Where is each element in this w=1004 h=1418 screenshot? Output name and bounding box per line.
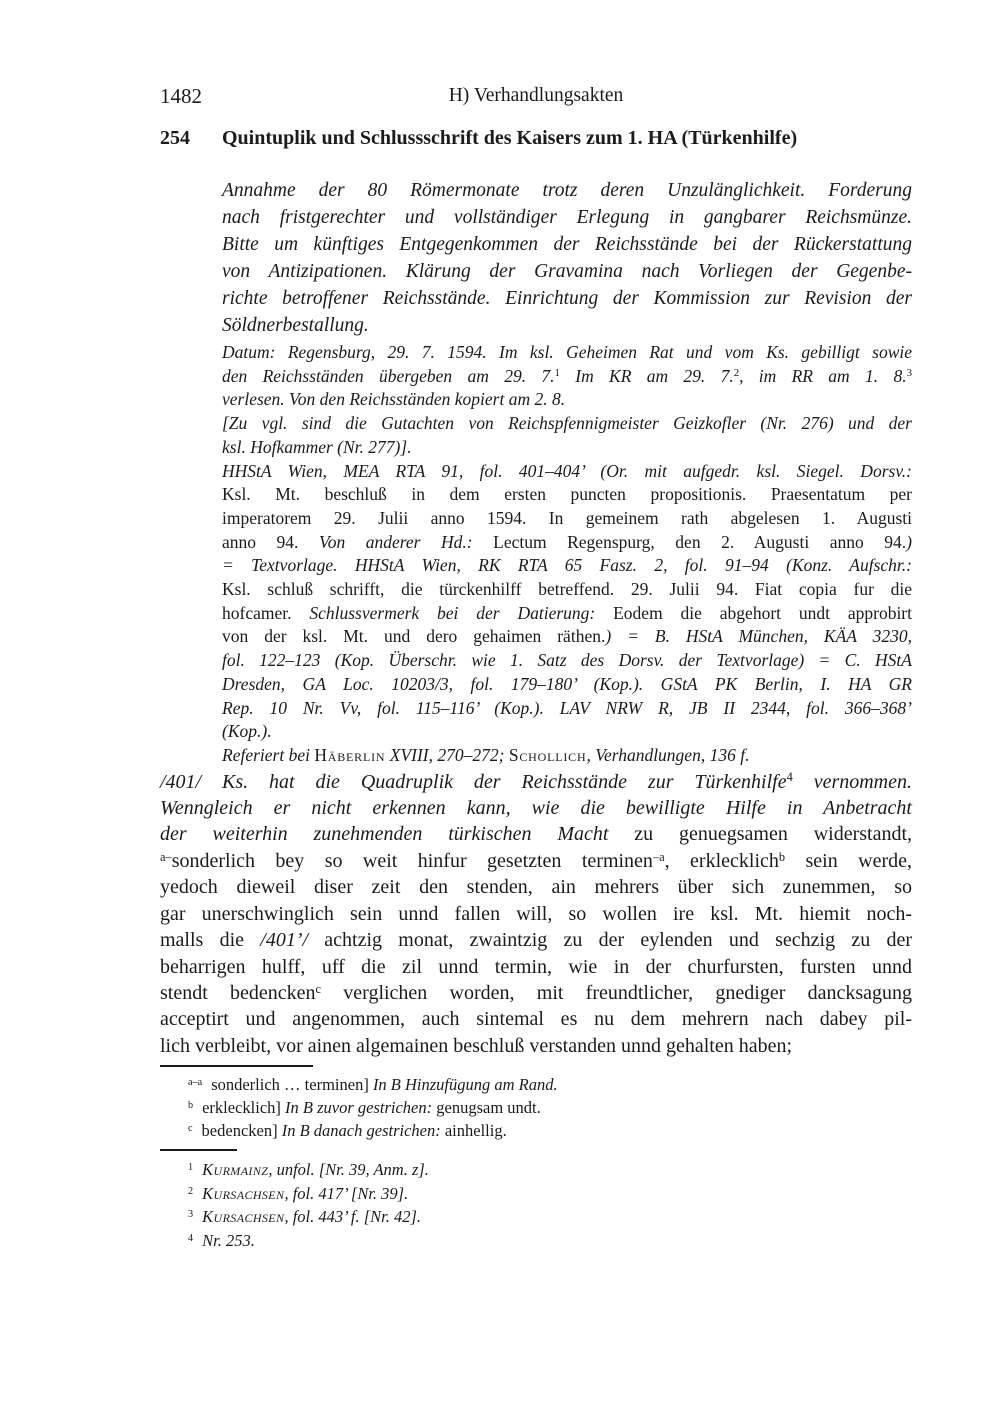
text-line [222, 720, 912, 744]
text-segment: bedencken] [201, 1121, 282, 1141]
text-line [160, 1205, 912, 1229]
text-segment: c [188, 1123, 193, 1135]
text-line [222, 436, 912, 460]
text-segment: acceptirt und angenommen, auch sintemal es nu dem mehrern nach dabey pil- [160, 1008, 912, 1031]
text-line [160, 901, 912, 927]
text-segment: der weiterhin zunehmenden türkischen Macht [160, 823, 635, 846]
text-segment: Wenngleich er nicht erkennen kann, wie die bewilligte Hilfe in Anbetracht [160, 797, 912, 820]
text-line [222, 673, 912, 697]
text-line [160, 954, 912, 980]
text-segment: yedoch dieweil diser zeit den stenden, ain mehrers über sich zunemmen, so [160, 876, 912, 899]
text-segment: Schollich [508, 744, 587, 765]
text-segment: genugsam undt. [436, 1098, 541, 1118]
text-line [160, 1119, 912, 1142]
text-segment: , Verhandlungen, 136 f. [586, 744, 750, 765]
text-line [160, 769, 912, 795]
text-segment: HHStA Wien, MEA RTA 91, fol. 401–404’ (Or. mit aufgedr. ksl. Siegel. Dorsv.: [222, 460, 912, 481]
text-segment: Lectum Regenspurg, den 2. Augusti anno 94. [493, 531, 907, 552]
text-segment: sein werde, [785, 849, 912, 872]
text-line [222, 258, 912, 285]
text-segment: In B Hinzufügung am Rand. [372, 1075, 558, 1095]
text-segment: Häberlin [314, 744, 386, 765]
text-line [222, 412, 912, 436]
text-segment: 2 [733, 367, 740, 380]
text-segment: 1 [554, 367, 560, 380]
document-number: 254 [160, 127, 190, 149]
text-segment: Im KR am 29. 7. [559, 365, 734, 386]
text-segment: Schlussvermerk bei der Datierung: [309, 602, 614, 623]
text-segment: Annahme der 80 Römermonate trotz deren Unzulänglichkeit. Forderung [222, 180, 912, 201]
text-line [160, 927, 912, 953]
text-line [222, 177, 912, 204]
text-segment: 2 [188, 1185, 194, 1197]
text-segment: 4 [786, 770, 793, 785]
text-line [222, 744, 912, 768]
main-text-block [160, 769, 912, 1059]
text-line [160, 821, 912, 847]
text-segment: 3 [906, 367, 912, 380]
text-line [222, 649, 912, 673]
text-line [160, 1073, 912, 1096]
page-number: 1482 [160, 84, 202, 108]
footnote-separator-rule [160, 1149, 237, 1151]
text-segment: ksl. Hofkammer (Nr. 277)]. [222, 436, 412, 457]
text-segment: In B danach gestrichen: [281, 1121, 445, 1141]
text-segment: XVIII, 270–272; [385, 744, 509, 765]
text-segment: , fol. 417’ [Nr. 39]. [284, 1183, 409, 1203]
text-segment: vernommen. [792, 770, 912, 793]
text-line [222, 578, 912, 602]
text-segment: verlesen. Von den Reichsständen kopiert am 2. 8. [222, 389, 566, 410]
text-line [160, 1006, 912, 1032]
text-segment: a–a [188, 1077, 203, 1089]
text-line [160, 1229, 912, 1253]
text-segment: 4 [188, 1232, 194, 1244]
text-segment: gar unerschwinglich sein unnd fallen will, so wollen ire ksl. Mt. hiemit noch- [160, 902, 912, 925]
text-segment: a– [160, 849, 172, 864]
text-line [222, 312, 912, 339]
text-segment: sonderlich bey so weit hinfur gesetzten terminen [171, 849, 653, 872]
text-segment: [Zu vgl. sind die Gutachten von Reichspfennigmeister Geizkofler (Nr. 276) und der [222, 413, 912, 434]
text-segment: imperatorem 29. Julii anno 1594. In gemeinem rath abgelesen 1. Augusti [222, 507, 912, 528]
apparatus-block [160, 1073, 912, 1142]
text-line [160, 795, 912, 821]
text-line [160, 980, 912, 1006]
document-title: Quintuplik und Schlussschrift des Kaisers zum 1. HA (Türkenhilfe) [222, 127, 798, 149]
text-line [222, 388, 912, 412]
text-line [222, 365, 912, 389]
text-segment: Nr. 253. [202, 1230, 255, 1250]
text-segment: , fol. 443’ f. [Nr. 42]. [284, 1207, 422, 1227]
text-segment: lich verbleibt, vor ainen algemainen beschluß verstanden unnd gehalten haben; [160, 1034, 793, 1057]
text-segment: b [778, 849, 786, 864]
summary-block [222, 177, 912, 339]
apparatus-separator-rule [160, 1065, 313, 1067]
text-line [222, 460, 912, 484]
text-segment: = Textvorlage. HHStA Wien, RK RTA 65 Fasz. 2, fol. 91–94 (Konz. Aufschr.: [222, 555, 912, 576]
text-segment: c [315, 981, 322, 996]
text-line [160, 1158, 912, 1182]
text-segment: fol. 122–123 (Kop. Überschr. wie 1. Satz des Dorsv. der Textvorlage) = C. HStA [222, 650, 912, 671]
text-segment: zu genuegsamen widerstandt, [634, 823, 913, 846]
text-segment: beharrigen hulff, uff die zil unnd termin, wie in der churfursten, fursten unnd [160, 955, 912, 978]
text-line [222, 507, 912, 531]
text-segment: Rep. 10 Nr. Vv, fol. 115–116’ (Kop.). LAV NRW R, JB II 2344, fol. 366–368’ [222, 697, 912, 718]
text-segment: sonderlich … terminen] [211, 1075, 373, 1095]
text-segment: ) [906, 531, 912, 552]
text-segment: anno 94. [222, 531, 319, 552]
text-segment: Von anderer Hd.: [318, 531, 494, 552]
text-segment: Bitte um künftiges Entgegenkommen der Reichsstände bei der Rückerstattung [222, 234, 912, 255]
text-segment: hofcamer. [222, 602, 310, 623]
text-segment: nach fristgerechter und vollständiger Erlegung in gangbarer Reichsmünze. [222, 207, 912, 228]
text-segment: richte betroffener Reichsstände. Einrichtung der Kommission zur Revision der [222, 288, 912, 309]
text-segment: verglichen worden, mit freundtlicher, gnediger dancksagung [321, 981, 913, 1004]
text-segment: /401’/ [260, 929, 309, 952]
text-segment: , im RR am 1. 8. [739, 365, 907, 386]
text-line [222, 554, 912, 578]
text-segment: Eodem die abgehort undt approbirt [613, 602, 912, 623]
text-segment: Ksl. schluß schrifft, die türckenhilff betreffend. 29. Julii 94. Fiat copia fur die [222, 579, 912, 600]
text-line [222, 204, 912, 231]
text-line [222, 341, 912, 365]
text-segment: Kursachsen [202, 1183, 285, 1203]
text-segment: von Antizipationen. Klärung der Gravamina nach Vorliegen der Gegenbe- [222, 261, 912, 282]
text-line [222, 697, 912, 721]
text-line [222, 531, 912, 555]
text-segment: ainhellig. [444, 1121, 507, 1141]
text-line [160, 1033, 912, 1059]
text-segment: Datum: Regensburg, 29. 7. 1594. Im ksl. Geheimen Rat und vom Ks. gebilligt sowie [222, 342, 912, 362]
text-line [222, 602, 912, 626]
text-segment: Dresden, GA Loc. 10203/3, fol. 179–180’ (Kop.). GStA PK Berlin, I. HA GR [222, 673, 912, 694]
text-segment: 3 [188, 1209, 194, 1221]
text-segment: Kurmainz [202, 1160, 269, 1180]
text-line [222, 285, 912, 312]
text-line [160, 1182, 912, 1206]
text-segment: Referiert bei [222, 744, 315, 765]
text-segment: achtzig monat, zwaintzig zu der eylenden und sechzig zu der [308, 929, 912, 952]
text-segment: –a [652, 849, 665, 864]
provenance-block [222, 341, 912, 768]
text-segment: malls die [160, 929, 261, 952]
text-segment: Ksl. Mt. beschluß in dem ersten puncten propositionis. Praesentatum per [222, 484, 912, 505]
text-line [222, 231, 912, 258]
text-segment: stendt bedencken [160, 981, 316, 1004]
text-segment: (Kop.). [222, 721, 272, 742]
text-segment: 1 [188, 1162, 194, 1174]
text-segment: , erklecklich [664, 849, 779, 872]
text-line [160, 848, 912, 874]
text-column [160, 84, 912, 1252]
running-head: H) Verhandlungsakten [448, 85, 624, 106]
text-line [160, 1096, 912, 1119]
page-header [160, 84, 912, 108]
text-segment: Kursachsen [202, 1207, 285, 1227]
text-segment: ) = B. HStA München, KÄA 3230, [605, 626, 912, 647]
text-segment: , unfol. [Nr. 39, Anm. z]. [268, 1160, 429, 1180]
text-segment: b [188, 1100, 194, 1112]
text-segment: In B zuvor gestrichen: [285, 1098, 437, 1118]
text-line [160, 874, 912, 900]
text-segment: von der ksl. Mt. und dero gehaimen räthen. [222, 626, 606, 647]
footnotes-block [160, 1158, 912, 1252]
text-segment: den Reichsständen übergeben am 29. 7. [222, 365, 555, 386]
text-segment: /401/ Ks. hat die Quadruplik der Reichsstände zur Türkenhilfe [160, 770, 787, 793]
text-line [222, 483, 912, 507]
text-segment: Söldnerbestallung. [222, 315, 369, 336]
text-line [222, 625, 912, 649]
text-segment: erklecklich] [202, 1098, 286, 1118]
document-heading [160, 124, 912, 152]
